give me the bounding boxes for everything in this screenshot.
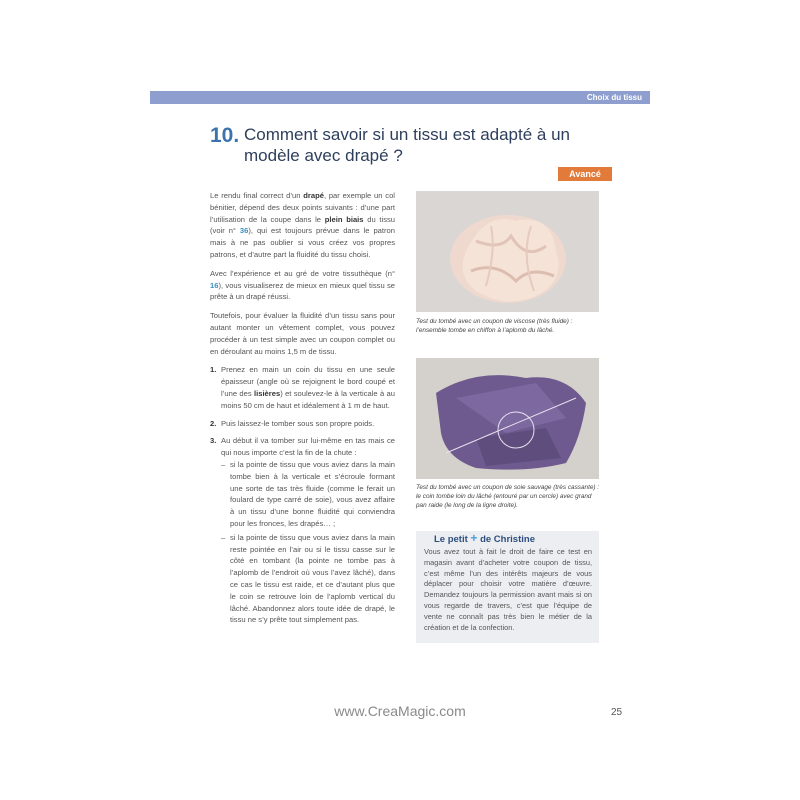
tip-text: Vous avez tout à fait le droit de faire ce test en magasin avant d’acheter votre coupon de tissu, c’est même l’un des intérêts majeurs de vous déplacer pour choisir votre matière d’œuvre. Demandez toujours la permission avant mais si on vous regarde de travers, c’est que l’équipe de vente ne connaît pas très bien le métier de la création et de la confection. [424, 547, 592, 632]
watermark: www.CreaMagic.com [334, 703, 466, 719]
main-text-column [210, 190, 395, 632]
page-title: Comment savoir si un tissu est adapté à un modèle avec drapé ? [244, 125, 570, 165]
question-number: 10. [210, 124, 240, 147]
reference-link[interactable]: 16 [210, 280, 219, 290]
photo-caption-1: Test du tombé avec un coupon de viscose (très fluide) : l’ensemble tombe en chiffon à l’aplomb du lâché. [416, 318, 573, 334]
section-label: Choix du tissu [586, 93, 642, 102]
step-item: 2. Puis laissez-le tomber sous son propre poids. [210, 418, 375, 428]
viscose-drape-image [416, 191, 599, 312]
step-item: 3. Au début il va tomber sur lui-même en tas mais ce qui nous importe c’est la fin de la chute : – si la pointe de tissu que vous aviez dans la main tombe bien à la verticale et s’écroule formant une sorte de tas très fluide (comme le ferait un foulard de type carré de soie), vous avez affaire à un tissu d’une bonne fluidité qui conviendra pour les fronces, les drapés… ; – si la pointe de tissu que vous aviez dans la main reste pointée en l’air ou si le tissu casse sur le côté en tombant (la pointe ne tombe pas à l’aplomb de l’endroit où vous l’avez lâché), dans ce cas le tissu est raide, et ce d’autant plus que le coin se retrouve loin de l’aplomb vertical du lâché. Abandonnez alors toute idée de drapé, le tissu ne s’y prête tout simplement pas. [210, 436, 395, 625]
intro-paragraph-1: Le rendu final correct d’un drapé, par exemple un col bénitier, dépend des deux points suivants : d’une part l’utilisation de la coupe dans le plein biais du tissu (voir n° 36), qui est toujours prévue dans le patron mais à ne pas oublier si vous créez vos propres patrons, et d’autre part la fluidité du tissu choisi. [210, 191, 396, 259]
intro-paragraph-2: Avec l’expérience et au gré de votre tissuthèque (n° 16), vous visualiserez de mieux en mieux quel tissu se prête à un drapé réussi. [210, 268, 395, 302]
silk-drape-photo [416, 358, 599, 479]
step-item: 1. Prenez en main un coin du tissu en une seule épaisseur (angle où se rejoignent le bord coupé et l’une des lisières) et soulevez-le à la verticale à au moins 50 cm de haut et idéalement à 1 m de haut. [210, 365, 395, 410]
steps-list [210, 364, 395, 626]
tip-title: Le petit + de Christine [434, 531, 535, 545]
tip-box [416, 531, 599, 643]
viscose-drape-photo [416, 191, 599, 312]
sub-item: – si la pointe de tissu que vous aviez dans la main reste pointée en l’air ou si le tissu casse sur le côté en tombant (la pointe ne tombe pas à l’aplomb de l’endroit où vous l’avez lâché), dans ce cas le tissu est raide, et ce d’autant plus que le coin se retrouve loin de l’aplomb vertical du lâché. Abandonnez alors toute idée de drapé, le tissu ne s’y prête tout simplement pas. [221, 532, 395, 625]
intro-paragraph-3: Toutefois, pour évaluer la fluidité d’un tissu sans pour autant monter un vêtement complet, vous pouvez procéder à un test simple avec un coupon complet ou en déroulant au moins 1,5 m de tissu. [210, 311, 395, 356]
plus-icon: + [470, 531, 478, 545]
photo-caption-2: Test du tombé avec un coupon de soie sauvage (très cassante) : le coin tombe loin du lâché (entouré par un cercle) avec grand pan raide (le long de la ligne droite). [416, 484, 600, 509]
level-badge: Avancé [558, 167, 612, 181]
section-header-bar [150, 91, 650, 104]
sub-item: – si la pointe de tissu que vous aviez dans la main tombe bien à la verticale et s’écroule formant une sorte de tas très fluide (comme le ferait un foulard de type carré de soie), vous avez affaire à un tissu d’une bonne fluidité qui conviendra pour les fronces, les drapés… ; [221, 459, 395, 528]
page-number: 25 [611, 707, 623, 718]
reference-link[interactable]: 36 [239, 226, 249, 236]
sub-list [221, 459, 395, 626]
silk-drape-image [416, 358, 599, 479]
